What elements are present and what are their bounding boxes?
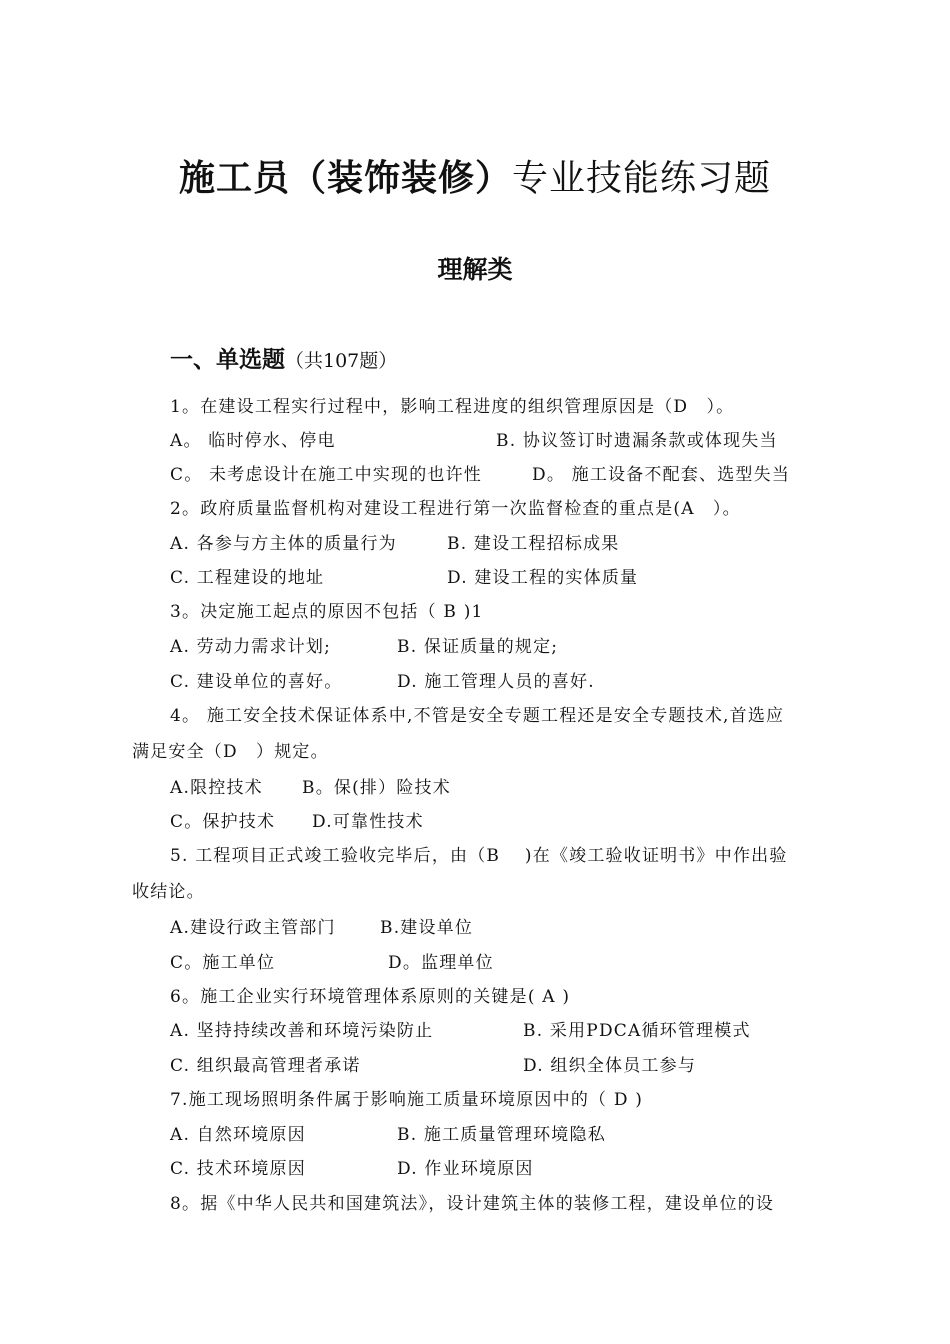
option-a: A. 各参与方主体的质量行为: [170, 534, 397, 554]
option-b: B. 采用PDCA循环管理模式: [523, 1021, 751, 1041]
option-d: D. 建设工程的实体质量: [447, 568, 639, 588]
option-c: C. 技术环境原因: [170, 1159, 307, 1179]
option-d: D. 组织全体员工参与: [523, 1056, 697, 1076]
question-stem: 5. 工程项目正式竣工验收完毕后，由（B )在《竣工验收证明书》中作出验: [170, 846, 788, 866]
option-c: C。施工单位: [170, 953, 276, 973]
option-a: A. 劳动力需求计划;: [170, 637, 332, 657]
question-stem: 7.施工现场照明条件属于影响施工质量环境原因中的（ D ): [170, 1090, 644, 1110]
option-c: C。保护技术: [170, 812, 276, 832]
title-normal-part: 专业技能练习题: [512, 158, 772, 199]
page-title: [0, 150, 950, 201]
section-heading: [170, 341, 397, 374]
option-b: B. 施工质量管理环境隐私: [397, 1125, 606, 1145]
question-stem: 1。在建设工程实行过程中，影响工程进度的组织管理原因是（D ）。: [170, 397, 735, 417]
title-bold-part: 施工员（装饰装修）: [178, 158, 512, 199]
option-b: B. 建设工程招标成果: [447, 534, 620, 554]
option-c: C. 工程建设的地址: [170, 568, 325, 588]
question-stem: 2。政府质量监督机构对建设工程进行第一次监督检查的重点是(A ）。: [170, 499, 741, 519]
option-c: C. 组织最高管理者承诺: [170, 1056, 361, 1076]
option-d: D. 施工管理人员的喜好.: [397, 672, 595, 692]
section-count: （共107题）: [285, 350, 398, 372]
page-subtitle: 理解类: [437, 255, 513, 284]
option-a: A. 自然环境原因: [170, 1125, 306, 1145]
question-stem: 3。决定施工起点的原因不包括（ B )1: [170, 602, 484, 622]
option-b: B。保(排）险技术: [302, 778, 451, 798]
option-a: A. 坚持持续改善和环境污染防止: [170, 1021, 434, 1041]
option-b: B. 协议签订时遗漏条款或体现失当: [496, 431, 778, 451]
option-d: D. 作业环境原因: [397, 1159, 534, 1179]
option-a: A.限控技术: [170, 778, 263, 798]
question-stem-continued: 收结论。: [132, 882, 205, 902]
option-c: C。 未考虑设计在施工中实现的也许性: [170, 465, 483, 485]
section-title: 一、单选题: [170, 347, 285, 373]
question-stem: 8。据《中华人民共和国建筑法》，设计建筑主体的装修工程，建设单位的设: [170, 1194, 775, 1214]
option-d: D。监理单位: [388, 953, 494, 973]
option-b: B. 保证质量的规定;: [397, 637, 559, 657]
option-b: B.建设单位: [380, 918, 474, 938]
option-c: C. 建设单位的喜好。: [170, 672, 343, 692]
question-stem: 6。施工企业实行环境管理体系原则的关键是( A ): [170, 987, 571, 1007]
option-a: A。 临时停水、停电: [170, 431, 336, 451]
question-stem-continued: 满足安全（D ）规定。: [132, 742, 329, 762]
question-stem: 4。 施工安全技术保证体系中,不管是安全专题工程还是安全专题技术,首选应: [170, 706, 785, 726]
option-a: A.建设行政主管部门: [170, 918, 336, 938]
option-d: D.可靠性技术: [312, 812, 424, 832]
option-d: D。 施工设备不配套、选型失当: [532, 465, 791, 485]
